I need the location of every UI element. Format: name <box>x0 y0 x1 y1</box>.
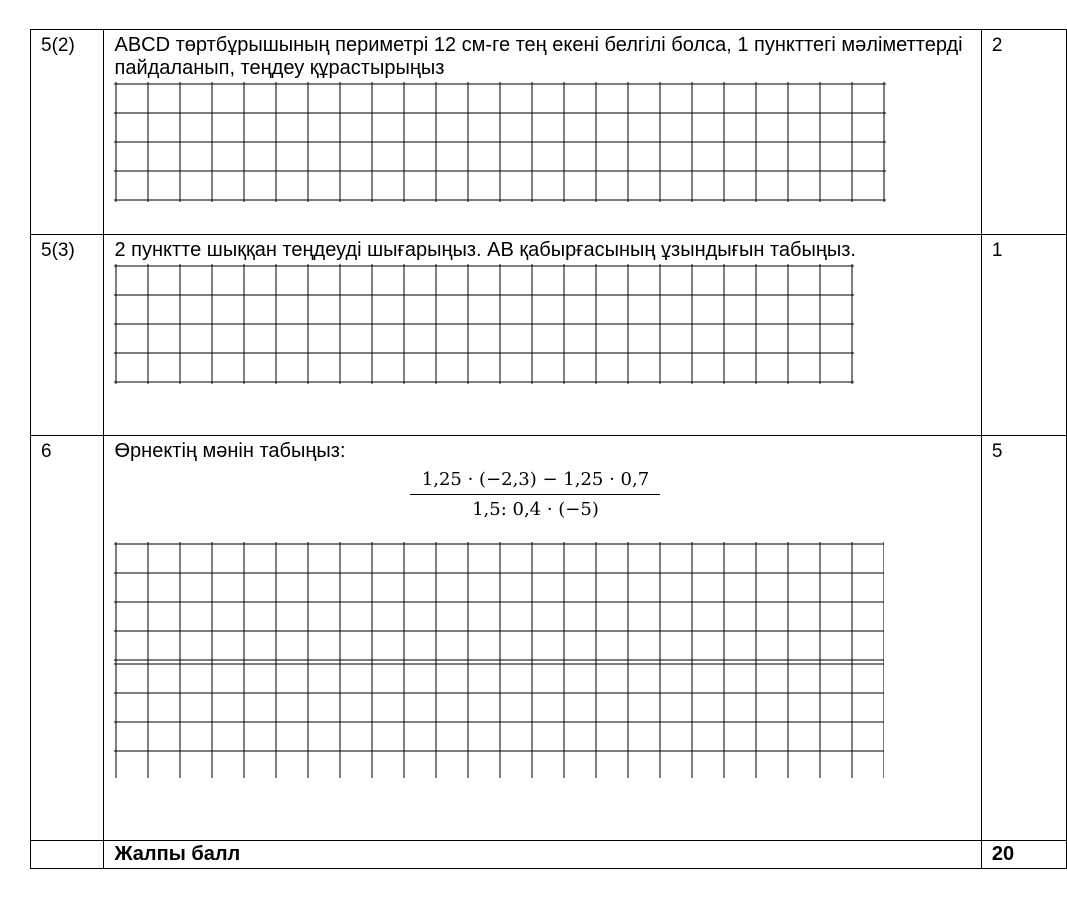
task-content <box>104 235 981 436</box>
task-content <box>104 30 981 235</box>
fraction-numerator: 1,25 · (−2,3) − 1,25 · 0,7 <box>410 469 660 495</box>
task-row-5-2 <box>31 30 1067 235</box>
total-row <box>31 841 1067 869</box>
answer-grid <box>114 542 884 778</box>
task-score: 2 <box>981 30 1066 235</box>
total-number-cell <box>31 841 104 869</box>
total-label: Жалпы балл <box>104 841 981 869</box>
fraction-denominator: 1,5: 0,4 · (−5) <box>472 499 599 520</box>
task-number: 6 <box>31 436 104 841</box>
task-row-6 <box>31 436 1067 841</box>
task-content <box>104 436 981 841</box>
task-text: ABCD төртбұрышының периметрі 12 см-ге тең екені белгілі болса, 1 пункттегі мәліметтерді пайдаланып, теңдеу құрастырыңыз <box>114 34 963 79</box>
assessment-table <box>30 29 1067 869</box>
task-number: 5(2) <box>31 30 104 235</box>
task-row-5-3 <box>31 235 1067 436</box>
task-text: 2 пунктте шыққан теңдеуді шығарыңыз. АВ қабырғасының ұзындығын табыңыз. <box>114 239 856 261</box>
task-score: 1 <box>981 235 1066 436</box>
answer-grid <box>114 264 858 384</box>
task-text: Өрнектің мәнін табыңыз: <box>114 440 346 462</box>
task-number: 5(3) <box>31 235 104 436</box>
total-score: 20 <box>981 841 1066 869</box>
expression-fraction <box>410 469 660 520</box>
task-score: 5 <box>981 436 1066 841</box>
answer-grid <box>114 82 894 204</box>
